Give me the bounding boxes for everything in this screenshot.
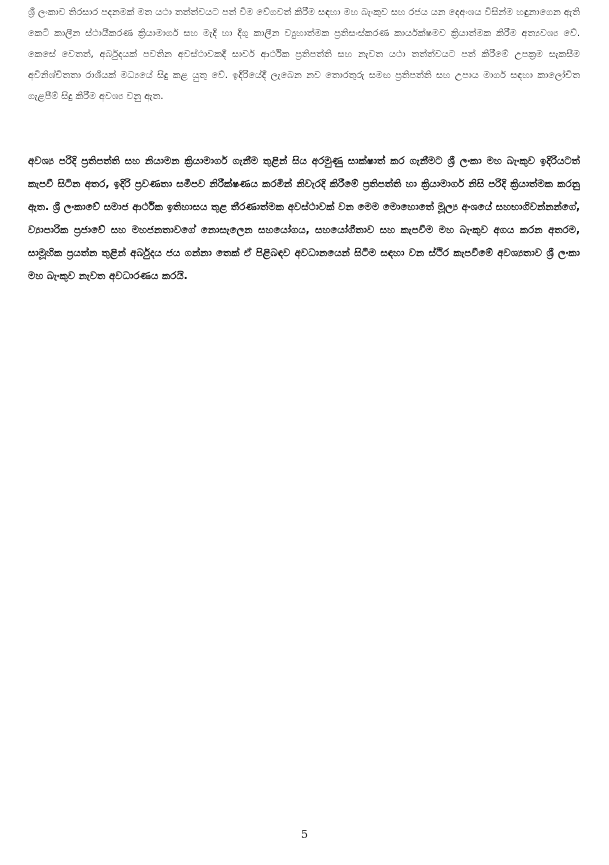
page-number: 5 (301, 828, 308, 841)
paragraph-central-bank-commitment: අවශ්‍ය පරිදි ප්‍රතිපත්ති සහ නියාමන ක්‍රියාමාර්ග ගැනීම තුළින් සිය අරමුණු සාක්ෂාත් කර ගැනීමට ශ්‍රී ලංකා මහ බැංකුව ඉදිරියටත් කැපවී සිටින අතර, ඉදිරි ප්‍රවණතා සමීපව නිරීක්ෂණය කරමින් නිවැරදි කිරීමේ ප්‍රතිපත්ති හා ක්‍රියාමාර්ග නිසි පරිදි ක්‍රියාත්මක කරනු ඇත. ශ්‍රී ලංකාවේ සමාජ ආර්ථික ඉතිහාසය තුළ තීරණාත්මක අවස්ථාවක් වන මෙම මොහොතේ මූල්‍ය අංශයේ සහභාගිවන්නන්ගේ, ව්‍යාපාරික ප්‍රජාවේ සහ මහජනතාවගේ නොසැලෙන සහයෝගය, සහයෝගීතාව සහ කැපවීම මහ බැංකුව අගය කරන අතරම, සාමූහික ප්‍රයත්න තුළින් අර්බුදය ජය ගන්නා තෙක් ඒ පිළිබඳව අවධානයෙන් සිටීම සඳහා වන ස්ථිර කැපවීමේ අවශ්‍යතාව ශ්‍රී ලංකා මහ බැංකුව නැවත අවධාරණය කරයි. (28, 156, 580, 282)
paragraph-recovery-measures: ශ්‍රී ලංකාව තිරසාර පදනමක් මත යථා තත්ත්වයට පත් වීම වේගවත් කිරීම සඳහා මහ බැංකුව සහ රජය යන දෙඅංශය විසින්ම හඳුනාගෙන ඇති කෙටි කාලීන ස්ථායීකරණ ක්‍රියාමාර්ග සහ මැදි හා දිගු කාලීන ව්‍යුහාත්මක ප්‍රතිසංස්කරණ කාර්යක්ෂමව ක්‍රියාත්මක කිරීම අත්‍යවශ්‍ය වේ. කෙසේ වෙතත්, අර්බුදයක් පවතින අවස්ථාවකදී සාර්ව ආර්ථික ප්‍රතිපත්ති සහ නැවත යථා තත්ත්වයට පත් කිරීමේ උපක්‍රම සැකසීම අවිනිශ්චිතතා රාශියක් මධ්‍යයේ සිදු කළ යුතු වේ. ඉදිරියේදී ලැබෙන නව තොරතුරු සමඟ ප්‍රතිපත්ති සහ උපාය මාර්ග සඳහා කාලෝචිත ගැළපීම් සිදු කිරීම අවශ්‍ය වනු ඇත. (28, 7, 580, 102)
